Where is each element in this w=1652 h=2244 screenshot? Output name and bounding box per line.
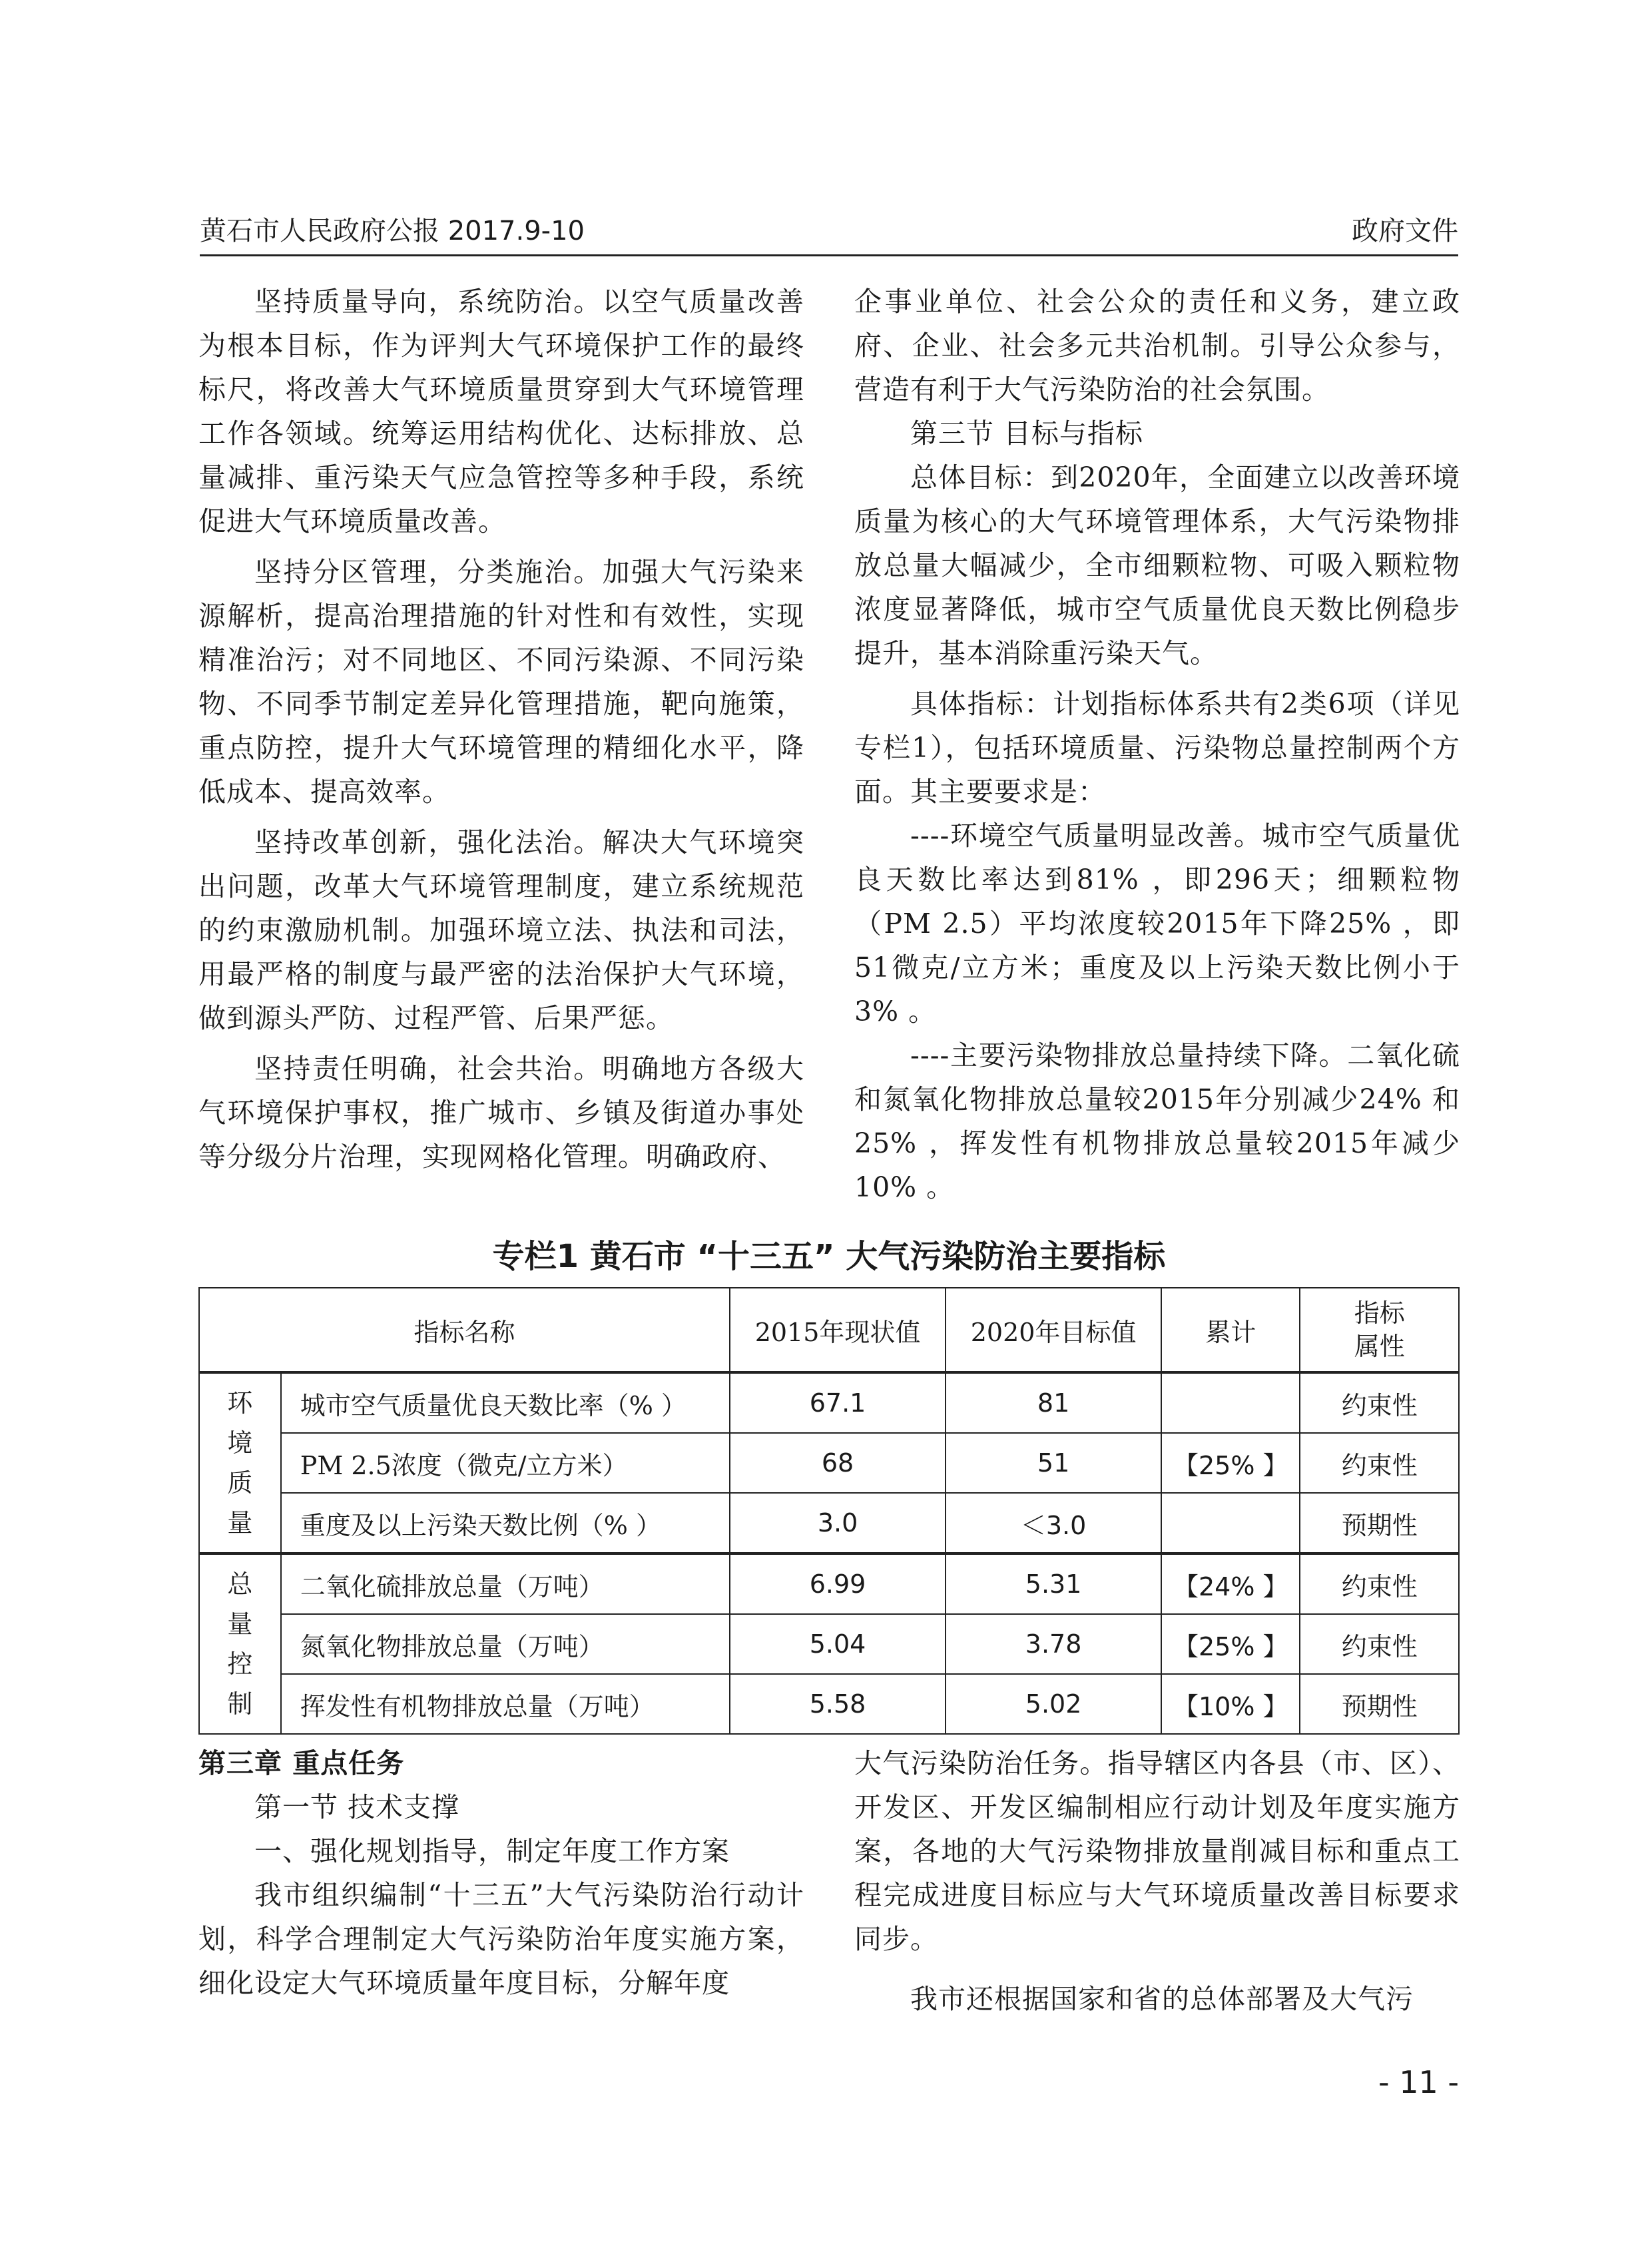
value-2015: 3.0 [730,1493,946,1553]
column-a [198,280,804,1179]
table-row [199,1674,1459,1734]
cumulative: 【10% 】 [1161,1674,1300,1734]
indicator-name: PM 2.5浓度（微克/立方米） [281,1433,730,1493]
paragraph: 坚持改革创新，强化法治。解决大气环境突出问题，改革大气环境管理制度，建立系统规范的约束激励机制。加强环境立法、执法和司法，用最严格的制度与最严密的法治保护大气环境，做到源头严防、过程严管、后果严惩。 [198,826,804,1034]
value-2015: 67.1 [730,1372,946,1433]
attribute: 约束性 [1300,1433,1459,1493]
group-char: 量 [227,1609,253,1639]
cumulative [1161,1372,1300,1433]
group-char: 总 [227,1569,253,1599]
subsection-heading: 一、强化规划指导，制定年度工作方案 [254,1835,730,1867]
indicator-name: 重度及以上污染天数比例（% ） [281,1493,730,1553]
value-2020: 81 [946,1372,1161,1433]
paragraph: 我市组织编制“十三五”大气污染防治行动计划，科学合理制定大气污染防治年度实施方案，细化设定大气环境质量年度目标，分解年度 [198,1879,804,1999]
value-2020: 5.31 [946,1553,1161,1614]
paragraph: 坚持分区管理，分类施治。加强大气污染来源解析，提高治理措施的针对性和有效性，实现精准治污；对不同地区、不同污染源、不同污染物、不同季节制定差异化管理措施，靶向施策，重点防控，提升大气环境管理的精细化水平，降低成本、提高效率。 [198,556,804,808]
column-b [854,280,1460,1209]
paragraph: 坚持责任明确，社会共治。明确地方各级大气环境保护事权，推广城市、乡镇及街道办事处等分级分片治理，实现网格化管理。明确政府、 [198,1053,804,1173]
paragraph: 企事业单位、社会公众的责任和义务，建立政府、企业、社会多元共治机制。引导公众参与，营造有利于大气污染防治的社会氛围。 [854,286,1460,406]
cumulative: 【25% 】 [1161,1433,1300,1493]
header-2020: 2020年目标值 [946,1288,1161,1372]
attribute: 预期性 [1300,1493,1459,1553]
table-row [199,1553,1459,1614]
value-2020: 3.78 [946,1614,1161,1674]
group-char: 量 [227,1508,253,1538]
value-2015: 5.58 [730,1674,946,1734]
paragraph: 我市还根据国家和省的总体部署及大气污 [910,1983,1414,2015]
attribute: 约束性 [1300,1614,1459,1674]
header-2015: 2015年现状值 [730,1288,946,1372]
table-row [199,1372,1459,1433]
header-cumulative: 累计 [1161,1288,1300,1372]
header-attribute [1300,1288,1459,1372]
paragraph: ----环境空气质量明显改善。城市空气质量优良天数比率达到81% ，即296天；细颗粒物（PM 2.5）平均浓度较2015年下降25% ，即51微克/立方米；重度及以上污染天数比例小于3% 。 [854,820,1460,1027]
table-row [199,1433,1459,1493]
column-c [198,1741,804,2005]
group-char: 境 [227,1428,253,1458]
cumulative: 【25% 】 [1161,1614,1300,1674]
group-char: 控 [227,1649,253,1679]
indicator-name: 挥发性有机物排放总量（万吨） [281,1674,730,1734]
attribute: 预期性 [1300,1674,1459,1734]
value-2020: ＜3.0 [946,1493,1161,1553]
cumulative [1161,1493,1300,1553]
indicator-name: 城市空气质量优良天数比率（% ） [281,1372,730,1433]
chapter-heading: 第三章 重点任务 [198,1747,405,1779]
header-attribute-line2: 属性 [1354,1332,1405,1361]
attribute: 约束性 [1300,1372,1459,1433]
header-attribute-line1: 指标 [1354,1298,1405,1328]
value-2015: 68 [730,1433,946,1493]
section-label: 政府文件 [1352,216,1458,246]
paragraph: 具体指标：计划指标体系共有2类6项（详见专栏1），包括环境质量、污染物总量控制两个方面。其主要要求是： [854,688,1460,808]
page-number: - 11 - [1378,2064,1459,2100]
group-label [199,1372,281,1553]
page-header [200,212,1458,256]
indicator-table [198,1287,1460,1735]
column-d [854,1741,1460,2021]
indicator-name: 氮氧化物排放总量（万吨） [281,1614,730,1674]
table-title: 专栏1 黄石市 “十三五” 大气污染防治主要指标 [492,1238,1166,1275]
table-row [199,1614,1459,1674]
value-2015: 6.99 [730,1553,946,1614]
paragraph: 总体目标：到2020年，全面建立以改善环境质量为核心的大气环境管理体系，大气污染物排放总量大幅减少，全市细颗粒物、可吸入颗粒物浓度显著降低，城市空气质量优良天数比例稳步提升，基本消除重污染天气。 [854,461,1460,669]
attribute: 约束性 [1300,1553,1459,1614]
group-char: 环 [227,1388,253,1418]
section-heading: 第三节 目标与指标 [910,418,1144,449]
value-2015: 5.04 [730,1614,946,1674]
paragraph: 坚持质量导向，系统防治。以空气质量改善为根本目标，作为评判大气环境保护工作的最终标尺，将改善大气环境质量贯穿到大气环境管理工作各领域。统筹运用结构优化、达标排放、总量减排、重污染天气应急管控等多种手段，系统促进大气环境质量改善。 [198,286,804,537]
group-label [199,1553,281,1734]
indicator-name: 二氧化硫排放总量（万吨） [281,1553,730,1614]
header-name: 指标名称 [199,1288,730,1372]
table-row [199,1493,1459,1553]
group-char: 制 [227,1689,253,1719]
paragraph: 大气污染防治任务。指导辖区内各县（市、区）、开发区、开发区编制相应行动计划及年度实施方案，各地的大气污染物排放量削减目标和重点工程完成进度目标应与大气环境质量改善目标要求同步。 [854,1747,1460,1955]
paragraph: ----主要污染物排放总量持续下降。二氧化硫和氮氧化物排放总量较2015年分别减少24% 和25% ，挥发性有机物排放总量较2015年减少10% 。 [854,1039,1460,1203]
group-char: 质 [227,1468,253,1498]
value-2020: 5.02 [946,1674,1161,1734]
value-2020: 51 [946,1433,1161,1493]
cumulative: 【24% 】 [1161,1553,1300,1614]
section-heading: 第一节 技术支撑 [254,1791,460,1823]
journal-title: 黄石市人民政府公报 2017.9-10 [200,216,585,246]
